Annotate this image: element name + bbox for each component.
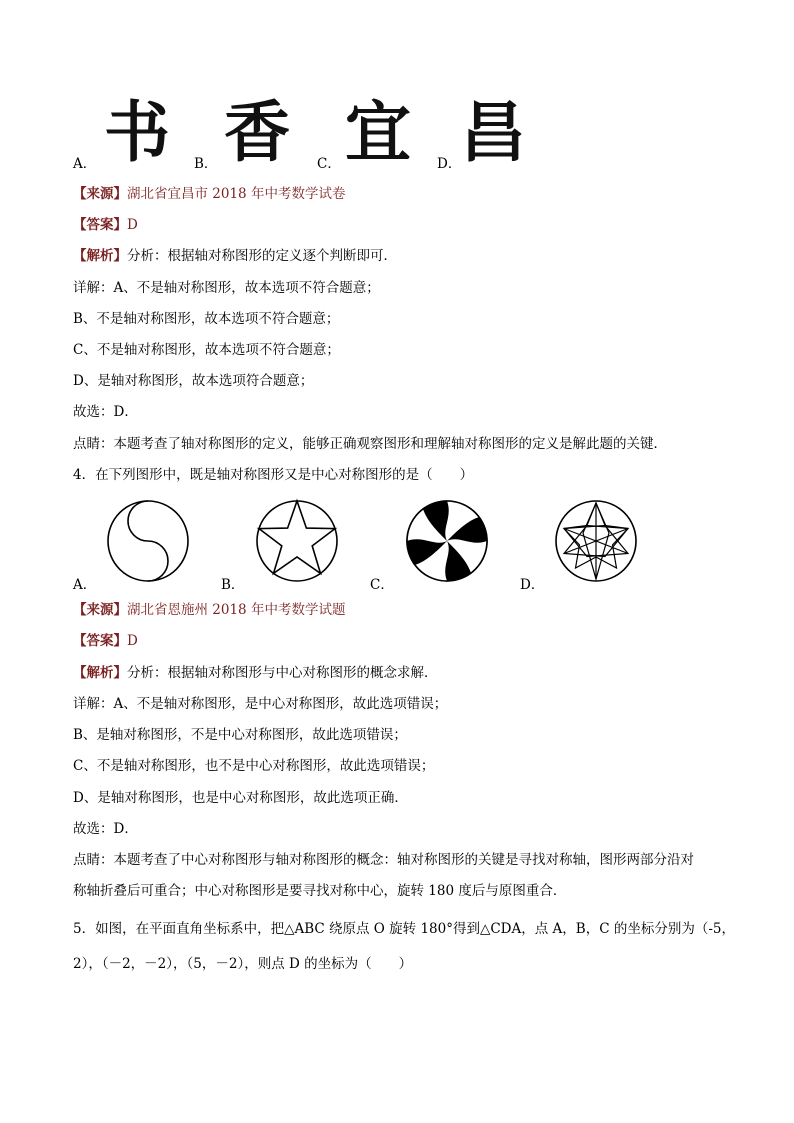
- q3-comment: 点睛：本题考查了轴对称图形的定义，能够正确观察图形和理解轴对称图形的定义是解此题的关键．: [73, 436, 667, 452]
- q4-answer-text: D: [127, 633, 138, 649]
- q4-answer: [73, 632, 138, 650]
- q3-option-a-char: 书: [104, 94, 170, 171]
- pinwheel-circle-icon: [405, 499, 489, 583]
- q4-source: [73, 601, 345, 619]
- q3-source-tag: 【来源】: [73, 186, 127, 202]
- q4-option-d-letter: D．: [520, 577, 545, 593]
- q3-option-b-letter: B．: [194, 156, 218, 172]
- q3-analysis-tag: 【解析】: [73, 248, 127, 264]
- q4-question: 4．在下列图形中，既是轴对称图形又是中心对称图形的是（ ）: [73, 467, 474, 483]
- q4-detail-1: 详解：A、不是轴对称图形，是中心对称图形，故此选项错误；: [73, 696, 448, 712]
- q3-analysis: [73, 247, 397, 265]
- q3-analysis-text: 分析：根据轴对称图形的定义逐个判断即可．: [127, 248, 397, 264]
- q3-answer-tag: 【答案】: [73, 217, 127, 233]
- q3-detail-4: D、是轴对称图形，故本选项符合题意；: [73, 373, 314, 389]
- q4-analysis-text: 分析：根据轴对称图形与中心对称图形的概念求解．: [127, 665, 438, 681]
- q3-option-b-char: 香: [224, 94, 290, 171]
- q3-option-c-char: 宜: [345, 94, 411, 171]
- q3-detail-2: B、不是轴对称图形，故本选项不符合题意；: [73, 311, 340, 327]
- q4-analysis-tag: 【解析】: [73, 665, 127, 681]
- q4-comment-1: 点睛：本题考查了中心对称图形与轴对称图形的概念：轴对称图形的关键是寻找对称轴，图形两部分沿对: [73, 852, 694, 868]
- q3-answer: [73, 216, 138, 234]
- q4-analysis: [73, 664, 438, 682]
- q3-answer-text: D: [127, 217, 138, 233]
- q4-choice: 故选：D．: [73, 821, 138, 837]
- hexagram-in-circle-icon: [554, 499, 638, 583]
- q4-source-tag: 【来源】: [73, 602, 127, 618]
- q4-option-b-letter: B．: [221, 577, 245, 593]
- q4-option-c-letter: C．: [370, 577, 394, 593]
- star-in-circle-icon: [255, 499, 339, 583]
- q4-detail-3: C、不是轴对称图形，也不是中心对称图形，故此选项错误；: [73, 758, 435, 774]
- q3-choice: 故选：D．: [73, 404, 138, 420]
- q3-option-a-letter: A．: [73, 156, 97, 172]
- q4-answer-tag: 【答案】: [73, 633, 127, 649]
- q4-detail-2: B、是轴对称图形，不是中心对称图形，故此选项错误；: [73, 727, 407, 743]
- q3-detail-1: 详解：A、不是轴对称图形，故本选项不符合题意；: [73, 280, 380, 296]
- q3-option-c-letter: C．: [317, 156, 341, 172]
- q4-source-text: 湖北省恩施州 2018 年中考数学试题: [127, 602, 346, 618]
- q4-comment-2: 称轴折叠后可重合；中心对称图形是要寻找对称中心，旋转 180 度后与原图重合．: [73, 883, 567, 899]
- q5-line-2: 2），（－2，－2），（5，－2），则点 D 的坐标为（ ）: [73, 956, 413, 972]
- q3-option-d-char: 昌: [460, 94, 526, 171]
- q5-line-1: 5．如图，在平面直角坐标系中，把△ABC 绕原点 O 旋转 180°得到△CDA，点 A，B，C 的坐标分别为（-5，: [73, 921, 735, 937]
- q3-source-text: 湖北省宜昌市 2018 年中考数学试卷: [127, 186, 346, 202]
- q4-option-a-letter: A．: [73, 577, 97, 593]
- q3-source: [73, 185, 345, 203]
- q4-detail-4: D、是轴对称图形，也是中心对称图形，故此选项正确．: [73, 790, 408, 806]
- q3-option-d-letter: D．: [437, 156, 462, 172]
- yin-yang-circle-icon: [106, 499, 190, 583]
- q3-detail-3: C、不是轴对称图形，故本选项不符合题意；: [73, 342, 340, 358]
